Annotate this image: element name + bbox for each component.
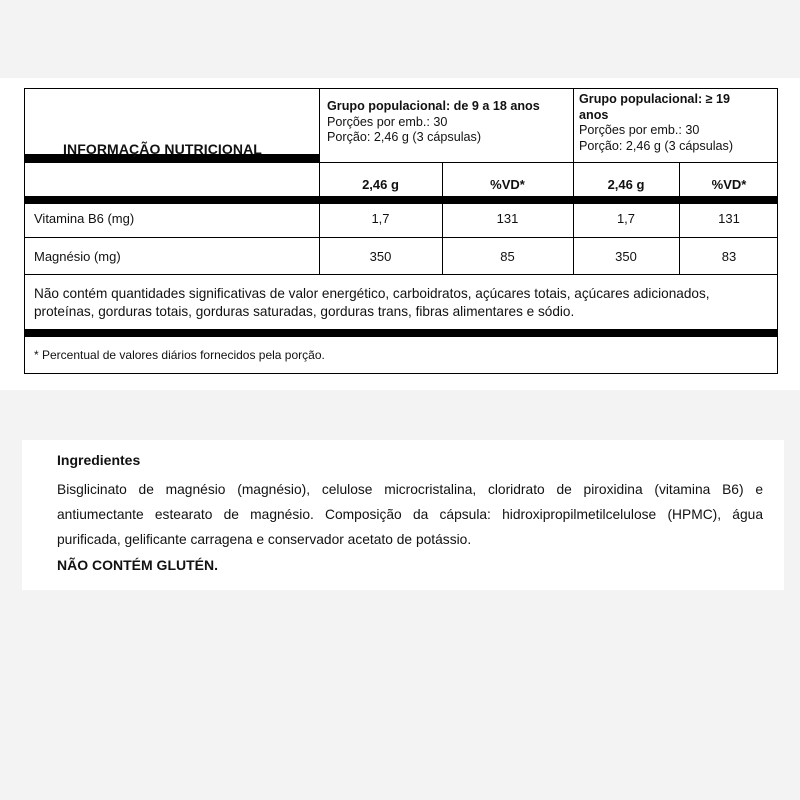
daily-value-footnote: * Percentual de valores diários fornecidos pela porção.: [34, 348, 325, 362]
amount-header: 2,46 g: [362, 177, 399, 192]
ingredients-text: Bisglicinato de magnésio (magnésio), celulose microcristalina, cloridrato de piroxidina (vitamina B6) e antiumectante estearato de magnésio. Composição da cápsula: hidroxipropilmetilcelulose (HPMC), água purificada, gelificante carragena e conservador acetato de potássio.: [57, 482, 763, 547]
group-title: Grupo populacional: ≥ 19 anos: [579, 92, 731, 122]
portion-size: Porção: 2,46 g (3 cápsulas): [327, 130, 482, 144]
divider: [25, 274, 777, 275]
nutrition-table: [24, 88, 778, 374]
portion-size: Porção: 2,46 g (3 cápsulas): [579, 138, 734, 153]
servings-per-package: Porções por emb.: 30: [327, 114, 448, 129]
group-header: [579, 92, 759, 154]
dv-header: %VD*: [711, 177, 747, 192]
nutrient-value: 1,7: [371, 211, 390, 226]
nutrient-value: 350: [615, 249, 637, 264]
group-header: [327, 99, 567, 146]
nutrient-value: 131: [718, 211, 740, 226]
gluten-notice: NÃO CONTÉM GLUTÉN.: [57, 557, 218, 573]
thick-divider: [25, 196, 777, 204]
nutrient-label: Vitamina B6 (mg): [34, 211, 135, 226]
nutrient-value: 350: [369, 249, 392, 264]
divider: [25, 237, 777, 238]
nutrient-value: 131: [496, 211, 519, 226]
ingredients-title: Ingredientes: [57, 452, 141, 468]
nutrient-value: 1,7: [616, 211, 636, 226]
servings-per-package: Porções por emb.: 30: [579, 123, 700, 137]
nutrient-value: 83: [721, 249, 737, 264]
nutrient-value: 85: [500, 249, 515, 264]
group-title: Grupo populacional: de 9 a 18 anos: [327, 99, 540, 113]
thick-divider: [25, 329, 777, 337]
dv-header: %VD*: [490, 177, 525, 192]
nutrition-title: INFORMAÇÃO NUTRICIONAL: [63, 141, 262, 157]
not-significant-note: Não contém quantidades significativas de valor energético, carboidratos, açúcares totais, açúcares adicionados, proteínas, gorduras totais, gorduras saturadas, gorduras trans, fibras alimentares e sódio.: [34, 286, 710, 319]
amount-header: 2,46 g: [607, 177, 645, 192]
divider: [25, 162, 777, 163]
nutrient-label: Magnésio (mg): [34, 249, 121, 264]
